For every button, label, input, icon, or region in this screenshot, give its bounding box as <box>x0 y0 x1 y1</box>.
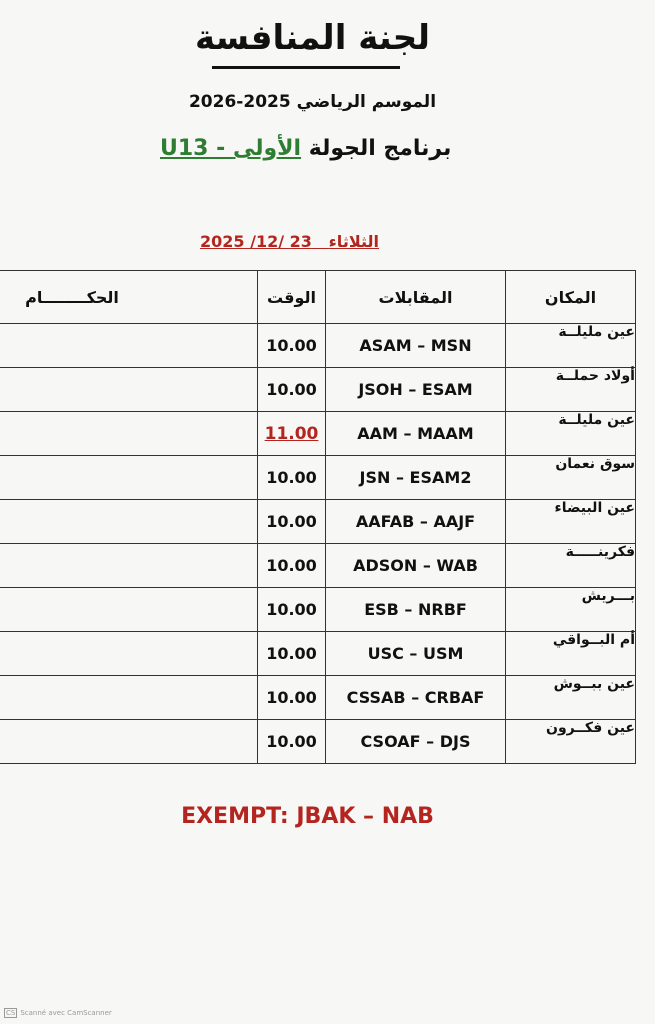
match-cell: CSSAB – CRBAF <box>326 676 506 720</box>
round-label: الأولى <box>232 136 302 161</box>
header-place: المكان <box>506 271 636 324</box>
match-cell: USC – USM <box>326 632 506 676</box>
title-underline <box>212 66 400 69</box>
header-matches: المقابلات <box>326 271 506 324</box>
referees-cell <box>0 632 258 676</box>
place-cell: سوق نعمان <box>506 456 636 500</box>
table-row <box>0 720 636 764</box>
table-row <box>0 544 636 588</box>
match-cell: JSN – ESAM2 <box>326 456 506 500</box>
referees-cell <box>0 720 258 764</box>
time-cell: 10.00 <box>258 456 326 500</box>
date-value: 23 /12/ 2025 <box>200 232 312 251</box>
page-title: لجنة المنافسة <box>195 18 430 58</box>
date-line <box>200 232 379 251</box>
scanner-logo: CS <box>6 1009 16 1017</box>
table-row <box>0 412 636 456</box>
table-row <box>0 500 636 544</box>
scanner-watermark <box>4 1008 112 1018</box>
referees-cell <box>0 456 258 500</box>
table-row <box>0 676 636 720</box>
referees-cell <box>0 412 258 456</box>
place-cell: عين مليلــة <box>506 412 636 456</box>
season-line: الموسم الرياضي 2025-2026 <box>188 92 437 112</box>
header-referees: الحكــــــــام <box>0 271 258 324</box>
scanner-text: Scanné avec CamScanner <box>20 1009 112 1017</box>
category-label: - U13 <box>160 136 233 161</box>
place-cell: عين البيضاء <box>506 500 636 544</box>
time-cell: 11.00 <box>258 412 326 456</box>
time-cell: 10.00 <box>258 324 326 368</box>
time-cell: 10.00 <box>258 500 326 544</box>
time-cell: 10.00 <box>258 632 326 676</box>
match-cell: ESB – NRBF <box>326 588 506 632</box>
place-cell: أولاد حملــة <box>506 368 636 412</box>
place-cell: عين مليلــة <box>506 324 636 368</box>
date-day: الثلاثاء <box>328 232 379 251</box>
table-row <box>0 324 636 368</box>
referees-cell <box>0 676 258 720</box>
match-cell: ASAM – MSN <box>326 324 506 368</box>
header-time: الوقت <box>258 271 326 324</box>
match-cell: JSOH – ESAM <box>326 368 506 412</box>
place-cell: فكرينـــــة <box>506 544 636 588</box>
time-cell: 10.00 <box>258 676 326 720</box>
referees-cell <box>0 324 258 368</box>
match-cell: ADSON – WAB <box>326 544 506 588</box>
place-cell: أم البــواقي <box>506 632 636 676</box>
schedule-table <box>0 270 636 764</box>
exempt-line: EXEMPT: JBAK – NAB <box>181 804 434 829</box>
referees-cell <box>0 500 258 544</box>
time-cell: 10.00 <box>258 368 326 412</box>
match-cell: AAFAB – AAJF <box>326 500 506 544</box>
place-cell: بـــريش <box>506 588 636 632</box>
program-prefix: برنامج الجولة <box>301 136 452 161</box>
table-row <box>0 632 636 676</box>
referees-cell <box>0 368 258 412</box>
referees-cell <box>0 588 258 632</box>
place-cell: عين فكــرون <box>506 720 636 764</box>
time-cell: 10.00 <box>258 720 326 764</box>
table-body <box>0 324 636 764</box>
time-cell: 10.00 <box>258 544 326 588</box>
table-row <box>0 456 636 500</box>
place-cell: عين ببــوش <box>506 676 636 720</box>
table-row <box>0 368 636 412</box>
table-row <box>0 588 636 632</box>
program-heading <box>160 136 451 161</box>
match-cell: CSOAF – DJS <box>326 720 506 764</box>
referees-cell <box>0 544 258 588</box>
match-cell: AAM – MAAM <box>326 412 506 456</box>
table-header-row <box>0 271 636 324</box>
time-cell: 10.00 <box>258 588 326 632</box>
